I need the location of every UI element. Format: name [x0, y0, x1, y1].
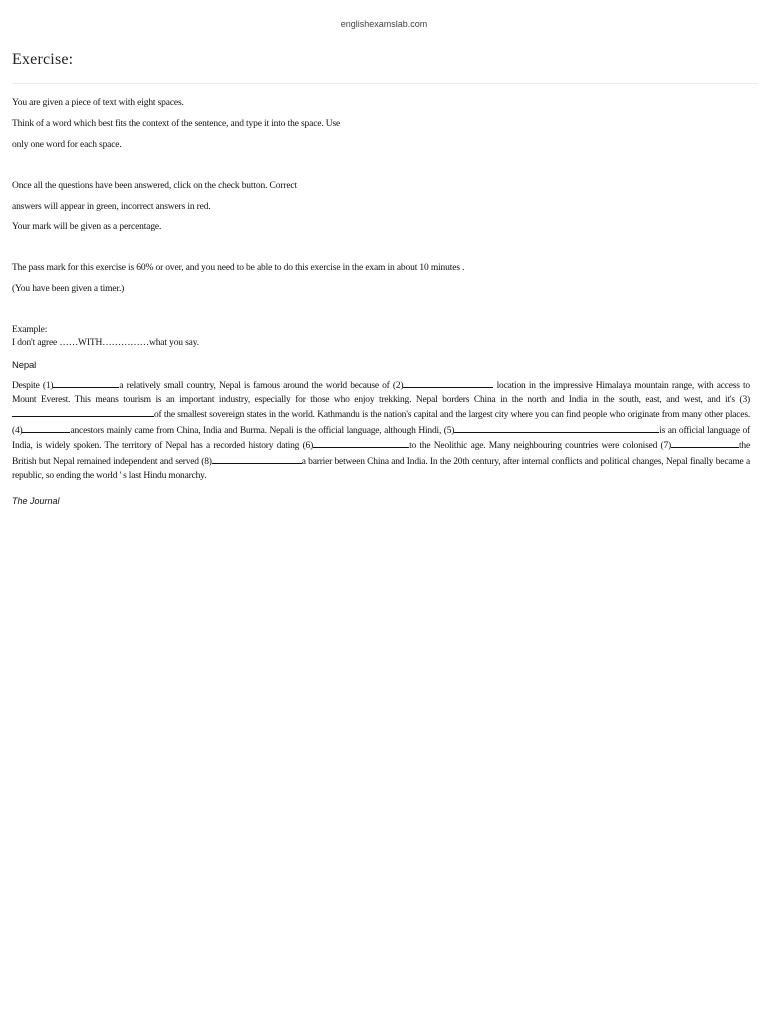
- instruction-line: answers will appear in green, incorrect answers in red.: [12, 202, 211, 212]
- exercise-title: Exercise:: [12, 51, 74, 68]
- instruction-line: Once all the questions have been answered, click on the check button. Correct: [12, 181, 297, 191]
- passage-text-segment: the British but Nepal remained independent and served (8): [12, 441, 750, 467]
- passage-text: [12, 378, 750, 483]
- gap-4-input[interactable]: [22, 423, 70, 433]
- instruction-line: Your mark will be given as a percentage.: [12, 222, 162, 232]
- passage-text-segment: to the Neolithic age. Many neighbouring countries were colonised (7): [409, 441, 671, 452]
- passage-text-segment: ancestors mainly came from China, India and Burma. Nepali is the official language, although Hindi, (5): [70, 425, 455, 436]
- passage-text-segment: location in the impressive Himalaya mountain range, with access to Mount Everest. This means tourism is an important industry, especially for those who enjoy trekking. Nepal borders China in the north and India in the south, east, and west, and it's (3): [12, 381, 750, 405]
- gap-5-input[interactable]: [454, 423, 659, 433]
- example-sentence: I don't agree ……WITH……………what you say.: [12, 338, 199, 348]
- instruction-line: Think of a word which best fits the context of the sentence, and type it into the space. Use: [12, 119, 341, 129]
- pass-mark-note: The pass mark for this exercise is 60% or over, and you need to be able to do this exercise in the exam in about 10 minutes .: [12, 263, 465, 273]
- passage-text-segment: is an official language of India, is widely spoken. The territory of Nepal has a recorded history dating (6): [12, 425, 750, 452]
- passage-text-segment: a barrier between China and India. In the 20th century, after internal conflicts and political changes, Nepal finally became a republic, so ending the world ' s last Hindu monarchy.: [12, 456, 750, 481]
- gap-7-input[interactable]: [671, 438, 739, 448]
- passage-source: The Journal: [12, 496, 60, 506]
- passage-title: Nepal: [12, 360, 37, 371]
- instruction-line: You are given a piece of text with eight spaces.: [12, 98, 184, 108]
- passage-text-segment: Despite (1): [12, 381, 54, 391]
- instruction-line: only one word for each space.: [12, 140, 122, 150]
- title-divider: [12, 83, 758, 84]
- passage-text-segment: of the smallest sovereign states in the world. Kathmandu is the nation's capital and the largest city where you can find people who originate from many other places. (4): [12, 410, 750, 436]
- gap-3-input[interactable]: [12, 407, 154, 417]
- gap-8-input[interactable]: [212, 454, 302, 464]
- site-domain[interactable]: englishexamslab.com: [340, 19, 428, 29]
- timer-note: (You have been given a timer.): [12, 284, 125, 294]
- gap-2-input[interactable]: [403, 378, 493, 388]
- passage-text-segment: a relatively small country, Nepal is famous around the world because of (2): [119, 381, 404, 391]
- example-label: Example:: [12, 325, 48, 335]
- gap-6-input[interactable]: [313, 438, 409, 448]
- gap-1-input[interactable]: [53, 378, 119, 388]
